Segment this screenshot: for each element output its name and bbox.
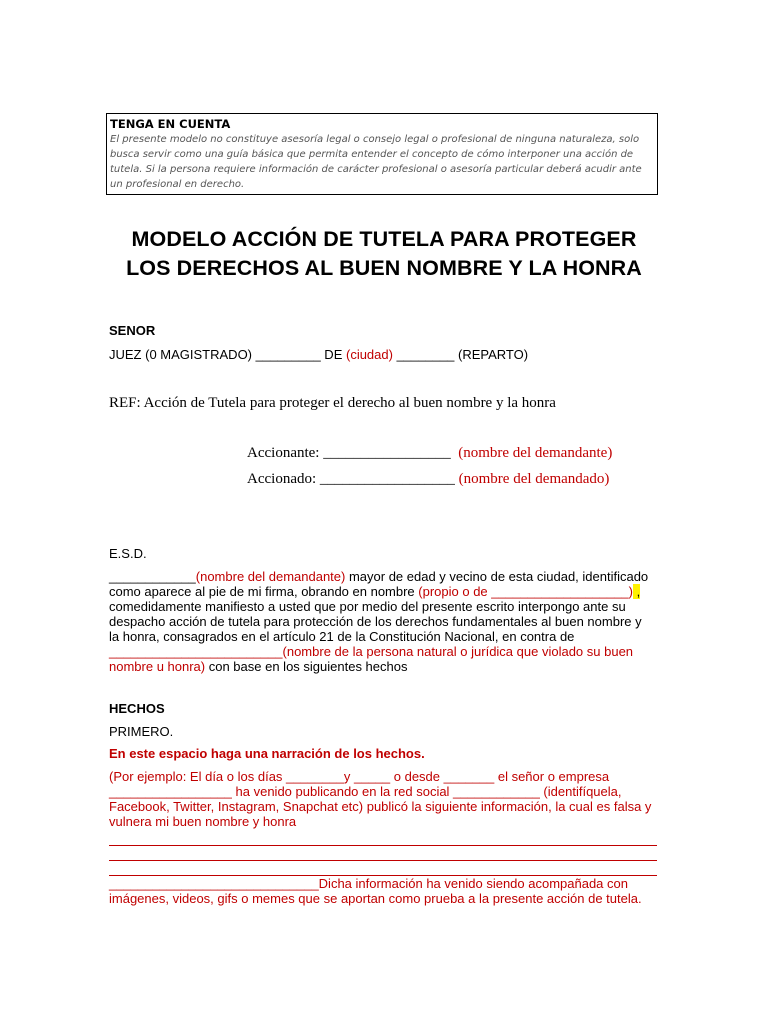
accionado-line xyxy=(247,471,609,487)
disclaimer-title: TENGA EN CUENTA xyxy=(110,117,231,131)
intro-text-2: comedidamente manifiesto a usted que por medio del presente escrito interpongo ante su despacho acción de tutela para protección de los derechos fundamentales al buen nombre y la honra, consagrados en el artículo 21 de la Constitución Nacional, en contra de xyxy=(109,599,642,644)
intro-blank: ____________ xyxy=(109,569,196,584)
salutation: SENOR xyxy=(109,323,156,338)
facts-heading: HECHOS xyxy=(109,701,165,716)
closing-blank: _____________________________ xyxy=(109,876,319,891)
disclaimer-box xyxy=(106,113,658,195)
closing-text: Dicha información ha venido siendo acompañada con imágenes, videos, gifs o memes que se aportan como prueba a la presente acción de tutela. xyxy=(109,876,642,906)
facts-first: PRIMERO. xyxy=(109,724,174,739)
accionado-label: Accionado: __________________ xyxy=(247,471,455,487)
accionado-hint: (nombre del demandado) xyxy=(458,471,610,487)
intro-text-1: mayor de edad y vecino de esta ciudad, identificado como aparece al pie de mi firma, obrando en nombre xyxy=(109,569,649,599)
intro-defendant-hint: ________________________(nombre de la persona natural o jurídica que violado su buen nombre u honra) xyxy=(109,644,634,674)
blank-line-2 xyxy=(109,860,657,861)
accionante-line xyxy=(247,445,612,461)
reference-line: REF: Acción de Tutela para proteger el derecho al buen nombre y la honra xyxy=(109,395,556,411)
facts-closing xyxy=(109,876,659,906)
accionante-hint: (nombre del demandante) xyxy=(458,445,613,461)
intro-paragraph xyxy=(109,569,654,674)
document-title: MODELO ACCIÓN DE TUTELA PARA PROTEGER LOS DERECHOS AL BUEN NOMBRE Y LA HONRA xyxy=(126,227,642,280)
esd-line: E.S.D. xyxy=(109,546,147,561)
judge-city-hint: (ciudad) xyxy=(345,347,393,362)
disclaimer-text: El presente modelo no constituye asesoría legal o consejo legal o profesional de ninguna naturaleza, solo busca servir como una guía básica que permita entender el concepto de cómo interponer una acción de tutela. Si la persona requiere información de carácter profesional o asesoría particular deberá acudir ante un profesional en derecho. xyxy=(110,134,642,190)
judge-text-b: ________ (REPARTO) xyxy=(392,347,529,362)
accionante-label: Accionante: _________________ xyxy=(247,445,451,461)
judge-line xyxy=(109,347,528,363)
intro-own-hint: (propio o de ___________________) xyxy=(418,584,633,599)
facts-instruction: En este espacio haga una narración de los hechos. xyxy=(109,746,425,761)
intro-name-hint: (nombre del demandante) xyxy=(195,569,346,584)
judge-text-a: JUEZ (0 MAGISTRADO) _________ DE xyxy=(109,347,346,362)
facts-example: (Por ejemplo: El día o los días ________y _____ o desde _______ el señor o empresa _________________ ha venido publicando en la red social ____________ (identifíquela, Facebook, Twitter, Instagram, Snapchat etc) publicó la siguiente información, la cual es falsa y vulnera mi buen nombre y honra xyxy=(109,769,652,829)
intro-highlight-comma: , xyxy=(632,584,641,599)
intro-text-3: con base en los siguientes hechos xyxy=(205,659,408,674)
blank-line-1 xyxy=(109,845,657,846)
